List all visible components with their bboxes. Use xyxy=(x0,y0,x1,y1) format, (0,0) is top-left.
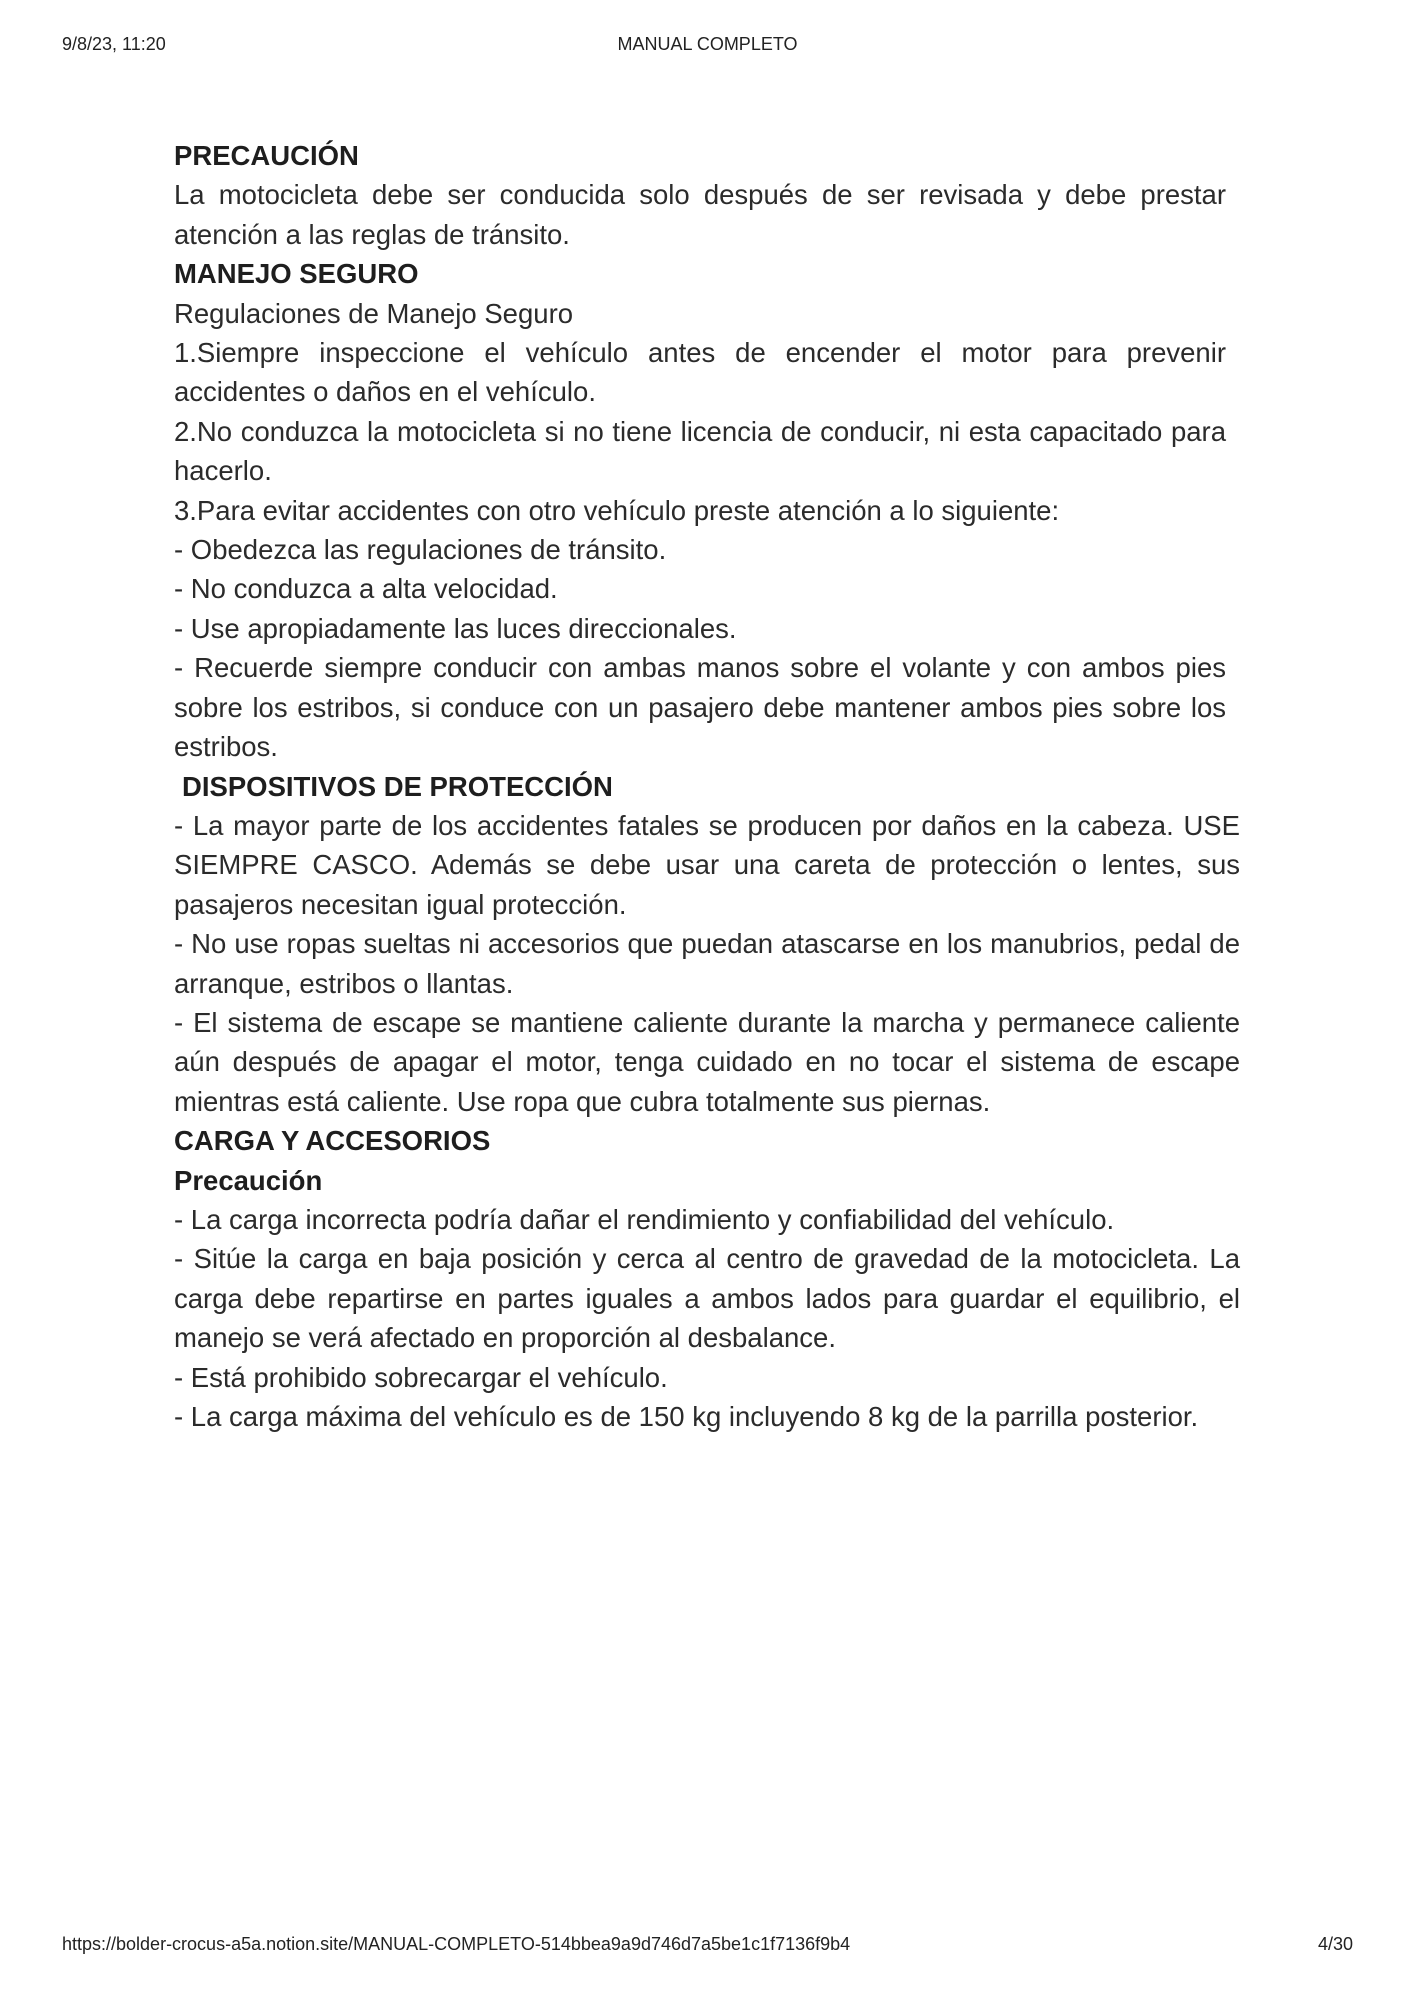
print-header xyxy=(62,34,1353,58)
regla-3-item-3: - Use apropiadamente las luces direccionales. xyxy=(174,612,737,644)
document-title: MANUAL COMPLETO xyxy=(617,34,798,54)
regla-3-item-2: - No conduzca a alta velocidad. xyxy=(174,573,558,605)
precaucion-text: La motocicleta debe ser conducida solo después de ser revisada y debe prestar atención a las reglas de tránsito. xyxy=(174,179,1226,250)
subheading-precaucion: Precaución xyxy=(174,1164,323,1196)
heading-dispositivos: DISPOSITIVOS DE PROTECCIÓN xyxy=(182,770,613,802)
carga-item-2: - Sitúe la carga en baja posición y cerca al centro de gravedad de la motocicleta. La carga debe repartirse en partes iguales a ambos lados para guardar el equilibrio, el manejo se verá afectado en proporción al desbalance. xyxy=(174,1243,1240,1354)
regla-3-item-4: - Recuerde siempre conducir con ambas manos sobre el volante y con ambos pies sobre los estribos, si conduce con un pasajero debe mantener ambos pies sobre los estribos. xyxy=(174,652,1226,763)
print-footer xyxy=(62,1934,1353,1958)
carga-item-1: - La carga incorrecta podría dañar el rendimiento y confiabilidad del vehículo. xyxy=(174,1203,1115,1235)
heading-precaucion: PRECAUCIÓN xyxy=(174,140,359,171)
page-content xyxy=(174,136,1240,1436)
carga-item-4: - La carga máxima del vehículo es de 150 kg incluyendo 8 kg de la parrilla posterior. xyxy=(174,1401,1199,1432)
regla-3: 3.Para evitar accidentes con otro vehículo preste atención a lo siguiente: xyxy=(174,494,1060,526)
regla-3-item-1: - Obedezca las regulaciones de tránsito. xyxy=(174,534,667,566)
dispositivo-item-1: - La mayor parte de los accidentes fatales se producen por daños en la cabeza. USE SIEMPRE CASCO. Además se debe usar una careta de protección o lentes, sus pasajeros necesitan igual protección. xyxy=(174,809,1240,920)
carga-item-3: - Está prohibido sobrecargar el vehículo. xyxy=(174,1361,668,1393)
regla-2: 2.No conduzca la motocicleta si no tiene licencia de conducir, ni esta capacitado para hacerlo. xyxy=(174,415,1226,487)
print-date: 9/8/23, 11:20 xyxy=(62,34,166,54)
page-url: https://bolder-crocus-a5a.notion.site/MANUAL-COMPLETO-514bbea9a9d746d7a5be1c1f7136f9b4 xyxy=(62,1934,851,1954)
dispositivo-item-2: - No use ropas sueltas ni accesorios que puedan atascarse en los manubrios, pedal de arranque, estribos o llantas. xyxy=(174,928,1240,999)
page-number: 4/30 xyxy=(1317,1934,1353,1954)
dispositivo-item-3: - El sistema de escape se mantiene caliente durante la marcha y permanece caliente aún después de apagar el motor, tenga cuidado en no tocar el sistema de escape mientras está caliente. Use ropa que cubra totalmente sus piernas. xyxy=(174,1006,1240,1117)
regla-1: 1.Siempre inspeccione el vehículo antes de encender el motor para prevenir accidentes o daños en el vehículo. xyxy=(174,337,1226,408)
subheading-regulaciones: Regulaciones de Manejo Seguro xyxy=(174,297,574,329)
heading-manejo-seguro: MANEJO SEGURO xyxy=(174,258,419,290)
heading-carga: CARGA Y ACCESORIOS xyxy=(174,1125,491,1157)
